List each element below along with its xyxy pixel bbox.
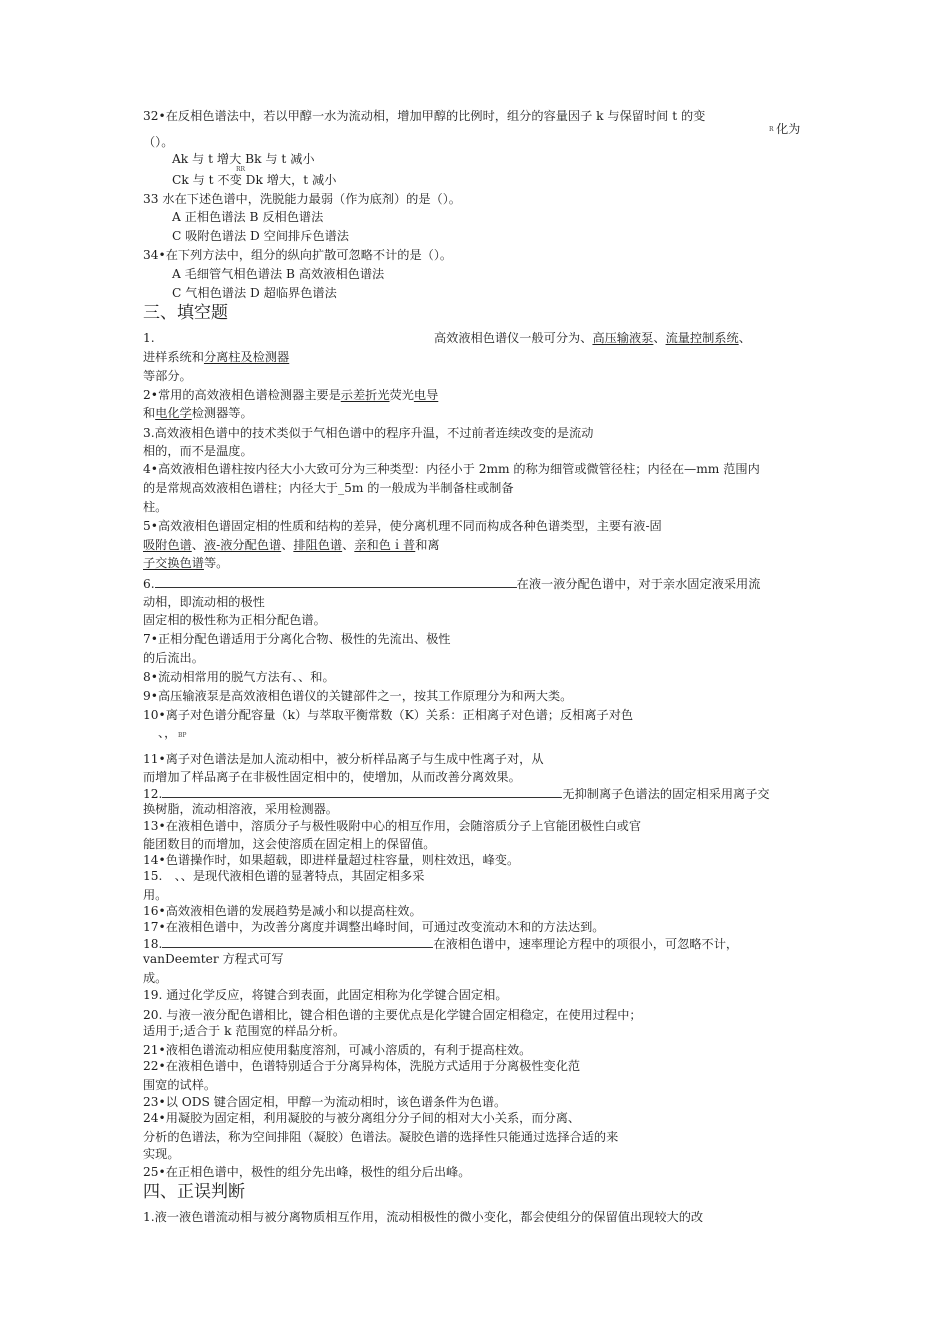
f6-line-1: 6. 在液一液分配色谱中，对于亲水固定液采用流 xyxy=(143,577,761,591)
f6-line-2: 动相，即流动相的极性 xyxy=(143,595,265,609)
f25-line: 25•在正相色谱中，极性的组分先出峰，极性的组分后出峰。 xyxy=(143,1165,471,1179)
f10-mark: BP xyxy=(178,732,187,739)
f1-line-1: 高效液相色谱仪一般可分为、高压输液泵、流量控制系统、 xyxy=(434,331,751,345)
f7-line-1: 7•正相分配色谱适用于分离化合物、极性的先流出、极性 xyxy=(143,632,451,646)
f14-line: 14•色谱操作时，如果超载，即进样量超过柱容量，则柱效迅，峰变。 xyxy=(143,853,520,867)
f7-line-2: 的后流出。 xyxy=(143,651,204,665)
f12-line-2: 换树脂，流动相溶液，采用检测器。 xyxy=(143,802,338,816)
f1-line-2: 进样系统和分离柱及检测器 xyxy=(143,350,290,364)
q32-option-cd: Ck 与 t 不变 Dk 增大，t 减小 xyxy=(172,173,337,187)
q34-option-ab: A 毛细管气相色谱法 B 高效液相色谱法 xyxy=(172,267,385,281)
f5-line-2: 吸附色谱、液-液分配色谱、排阻色谱、亲和色ｉ普和离 xyxy=(143,538,440,552)
f11-line-2: 而增加了样品离子在非极性固定相中的，使增加，从而改善分离效果。 xyxy=(143,770,521,784)
f12-blank xyxy=(162,786,562,798)
f24-line-2: 分析的色谱法，称为空间排阻（凝胶）色谱法。凝胶色谱的选择性只能通过选择合适的来 xyxy=(143,1130,619,1144)
f12-line-1: 12. 无抑制离子色谱法的固定相采用离子交 xyxy=(143,787,770,801)
f23-line: 23•以 ODS 键合固定相，甲醇一为流动相时，该色谱条件为色谱。 xyxy=(143,1095,507,1109)
f10-line-2: 、， xyxy=(158,726,177,740)
f2-line-1: 2•常用的高效液相色谱检测器主要是示差折光荧光电导 xyxy=(143,388,439,402)
f9-line: 9•高压输液泵是高效液相色谱仪的关键部件之一，按其工作原理分为和两大类。 xyxy=(143,689,573,703)
f11-line-1: 11•离子对色谱法是加人流动相中，被分析样品离子与生成中性离子对，从 xyxy=(143,752,544,766)
q32-line-1: 32•在反相色谱法中，若以甲醇一水为流动相，增加甲醇的比例时，组分的容量因子 k 与保留时间 t 的变 xyxy=(143,109,706,123)
f1-line-3: 等部分。 xyxy=(143,369,192,383)
j1-line: 1.液一液色谱流动相与被分离物质相互作用，流动相极性的微小变化，都会使组分的保留值出现较大的改 xyxy=(143,1210,704,1224)
f19-line: 19. 通过化学反应，将键合到表面，此固定相称为化学键合固定相。 xyxy=(143,988,508,1002)
f21-line: 21•液相色谱流动相应使用黏度溶剂，可减小溶质的，有利于提高柱效。 xyxy=(143,1043,532,1057)
f4-line-3: 柱。 xyxy=(143,500,168,514)
section-heading-fill-in: 三、填空题 xyxy=(143,303,228,323)
f18-line-2: vanDeemter 方程式可写 xyxy=(143,952,284,966)
q33-option-cd: C 吸附色谱法 D 空间排斥色谱法 xyxy=(172,229,349,243)
f18-line-3: 成。 xyxy=(143,971,168,985)
f15-line-1: 15. 、、是现代液相色谱的显著特点，其固定相多采 xyxy=(143,869,425,883)
f15-line-2: 用。 xyxy=(143,888,168,902)
q33-line-1: 33 水在下述色谱中，洗脱能力最弱（作为底剂）的是（）。 xyxy=(143,192,461,206)
f20-line-2: 适用于;适合于 k 范围宽的样品分析。 xyxy=(143,1024,346,1038)
f18-line-1: 18. 在液相色谱中，速率理论方程中的项很小，可忽略不计， xyxy=(143,937,739,951)
q32-option-ab: Ak 与 t 增大 Bk 与 t 减小 xyxy=(172,152,315,166)
f4-line-1: 4•高效液相色谱柱按内径大小大致可分为三种类型：内径小于 2mm 的称为细管或微管径柱；内径在—mm 范围内 xyxy=(143,462,760,476)
f3-line-1: 3.高效液相色谱中的技术类似于气相色谱中的程序升温，不过前者连续改变的是流动 xyxy=(143,426,594,440)
f6-line-3: 固定相的极性称为正相分配色谱。 xyxy=(143,613,326,627)
f22-line-1: 22•在液相色谱中，色谱特别适合于分离异构体，洗脱方式适用于分离极性变化范 xyxy=(143,1059,581,1073)
q32-line-2: （）。 xyxy=(143,135,174,149)
f8-line: 8•流动相常用的脱气方法有、、和。 xyxy=(143,670,335,684)
f3-line-2: 相的，而不是温度。 xyxy=(143,444,253,458)
f5-line-3: 子交换色谱等。 xyxy=(143,556,229,570)
f24-line-3: 实现。 xyxy=(143,1147,180,1161)
q33-option-ab: A 正相色谱法 B 反相色谱法 xyxy=(172,210,324,224)
f24-line-1: 24•用凝胶为固定相，利用凝胶的与被分离组分分子间的相对大小关系，而分离、 xyxy=(143,1111,581,1125)
f1-number: 1. xyxy=(143,331,155,345)
f18-blank xyxy=(162,936,433,948)
f22-line-2: 围宽的试样。 xyxy=(143,1078,217,1092)
f20-line-1: 20. 与液一液分配色谱相比，键合相色谱的主要优点是化学键合固定相稳定，在使用过程中； xyxy=(143,1008,642,1022)
f17-line: 17•在液相色谱中，为改善分离度并调整出峰时间，可通过改变流动木和的方法达到。 xyxy=(143,920,605,934)
f16-line: 16•高效液相色谱的发展趋势是减小和以提高柱效。 xyxy=(143,904,422,918)
f4-line-2: 的是常规高效液相色谱柱；内径大于_5m 的一般成为半制备柱或制备 xyxy=(143,481,514,495)
q34-option-cd: C 气相色谱法 D 超临界色谱法 xyxy=(172,286,337,300)
f13-line-1: 13•在液相色谱中，溶质分子与极性吸附中心的相互作用，会随溶质分子上官能团极性白或官 xyxy=(143,819,642,833)
f2-line-2: 和电化学检测器等。 xyxy=(143,406,253,420)
section-heading-true-false: 四、正误判断 xyxy=(143,1182,245,1202)
q32-line-1-tail: 化为 xyxy=(776,122,801,136)
f13-line-2: 能团数目的而增加，这会使溶质在固定相上的保留值。 xyxy=(143,837,436,851)
f6-blank xyxy=(155,576,517,588)
f10-line-1: 10•离子对色谱分配容量（k）与萃取平衡常数（K）关系：正相离子对色谱；反相离子对色 xyxy=(143,708,634,722)
q34-line-1: 34•在下列方法中，组分的纵向扩散可忽略不计的是（）。 xyxy=(143,248,453,262)
f5-line-1: 5•高效液相色谱固定相的性质和结构的差异，使分离机理不同而构成各种色谱类型，主要有液-固 xyxy=(143,519,662,533)
